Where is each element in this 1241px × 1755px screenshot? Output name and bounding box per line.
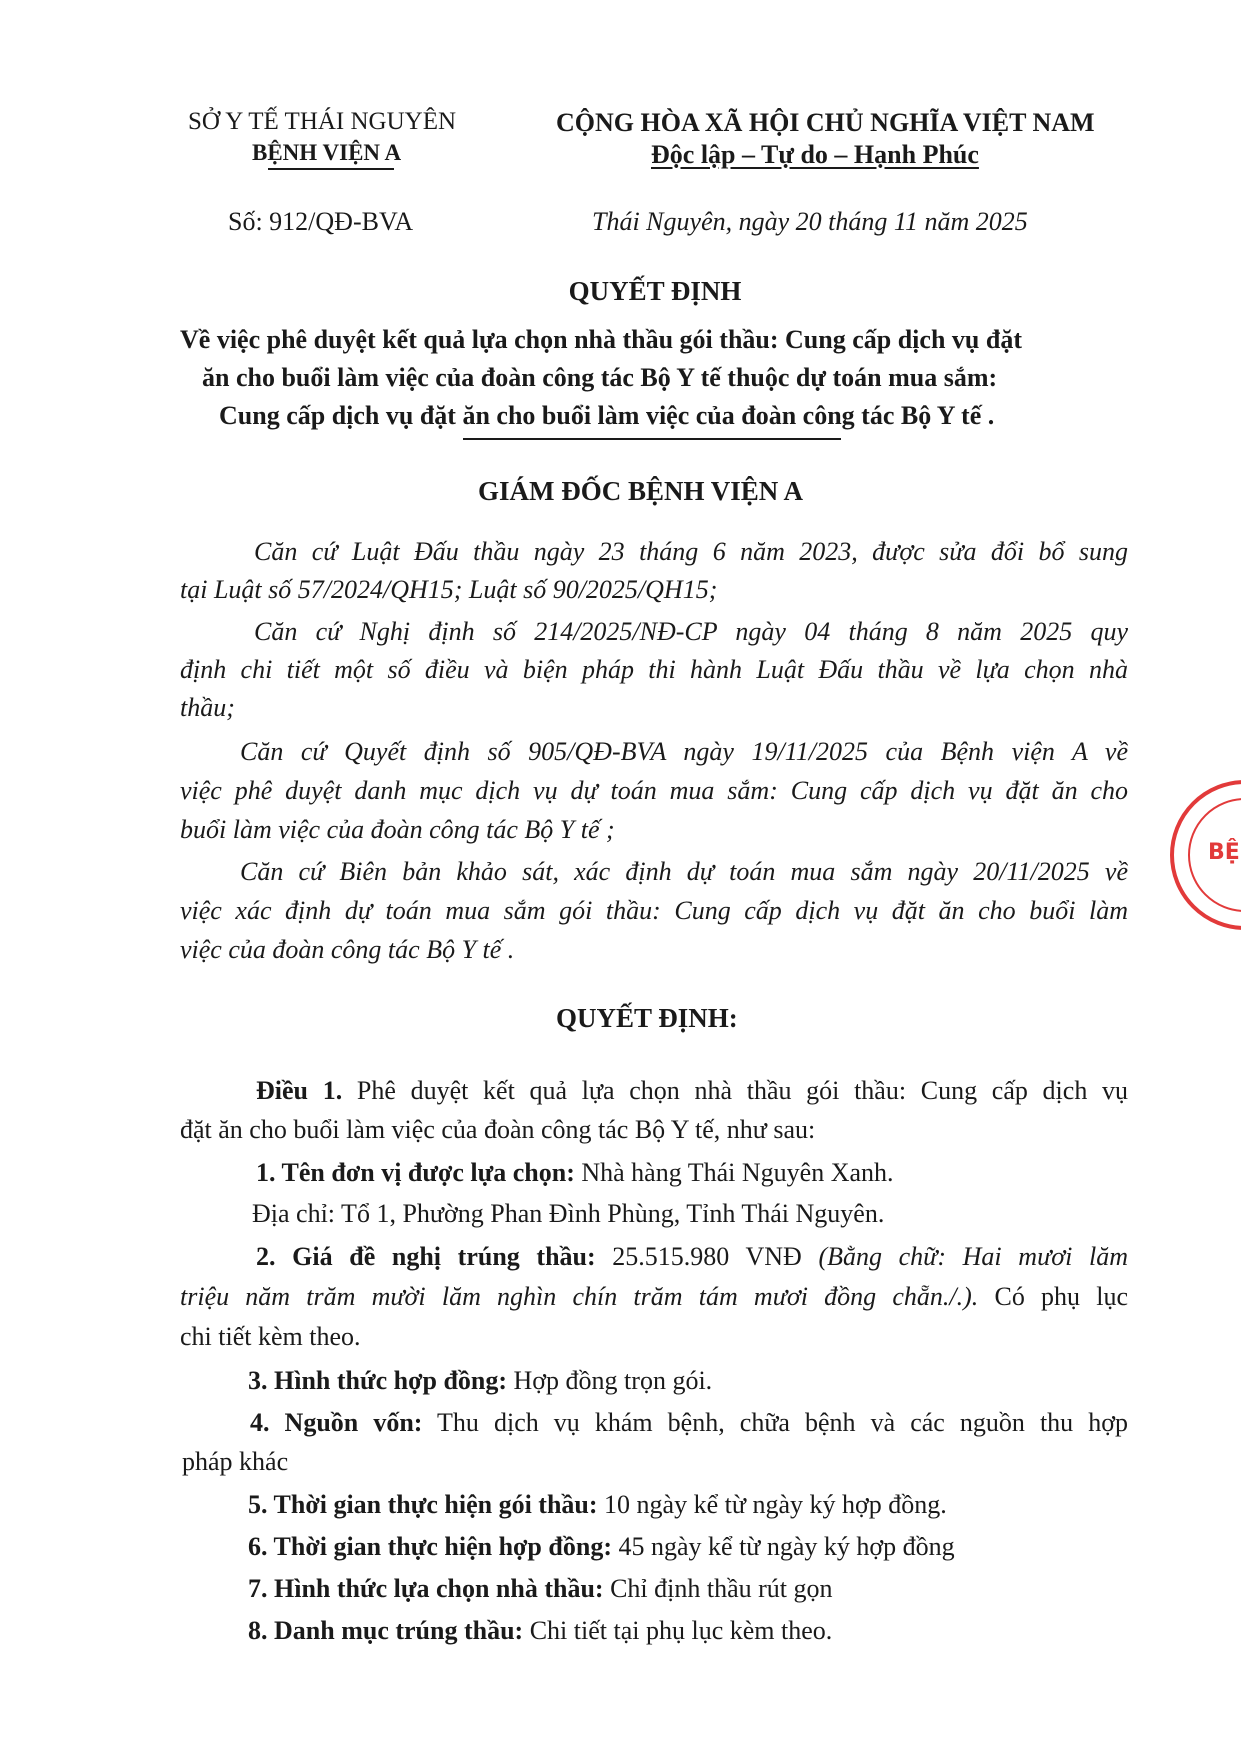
basis-2-line-2: định chi tiết một số điều và biện pháp thi hành Luật Đấu thầu về lựa chọn nhà (180, 655, 1128, 684)
subject-line-3: Cung cấp dịch vụ đặt ăn cho buổi làm việc của đoàn công tác Bộ Y tế . (219, 401, 995, 430)
subject-line-1: Về việc phê duyệt kết quả lựa chọn nhà thầu gói thầu: Cung cấp dịch vụ đặt (180, 325, 1022, 354)
basis-4-line-2: việc xác định dự toán mua sắm gói thầu: Cung cấp dịch vụ đặt ăn cho buổi làm (180, 896, 1128, 925)
item-1 (256, 1158, 894, 1188)
authority-title: GIÁM ĐỐC BỆNH VIỆN A (478, 476, 804, 506)
item-8-label: 8. Danh mục trúng thầu: (248, 1616, 524, 1645)
article-1-line-2: đặt ăn cho buổi làm việc của đoàn công tác Bộ Y tế, như sau: (180, 1115, 816, 1144)
item-1-address: Địa chỉ: Tổ 1, Phường Phan Đình Phùng, Tỉnh Thái Nguyên. (252, 1199, 885, 1228)
item-5-label: 5. Thời gian thực hiện gói thầu: (248, 1490, 598, 1519)
agency-name: SỞ Y TẾ THÁI NGUYÊN (188, 108, 457, 135)
place-date: Thái Nguyên, ngày 20 tháng 11 năm 2025 (592, 207, 1028, 236)
item-2-line-3: chi tiết kèm theo. (180, 1322, 361, 1351)
item-6-value: 45 ngày kể từ ngày ký hợp đồng (611, 1532, 955, 1561)
item-3-label: 3. Hình thức hợp đồng: (248, 1366, 508, 1395)
item-7-value: Chỉ định thầu rút gọn (603, 1574, 833, 1603)
basis-2-line-3: thầu; (180, 693, 235, 722)
item-6 (248, 1532, 955, 1562)
decision-heading: QUYẾT ĐỊNH (568, 276, 742, 306)
basis-3-line-2: việc phê duyệt danh mục dịch vụ dự toán mua sắm: Cung cấp dịch vụ đặt ăn cho (180, 776, 1128, 805)
article-1-line-1 (256, 1076, 1128, 1106)
item-4-value: Thu dịch vụ khám bệnh, chữa bệnh và các nguồn thu hợp (422, 1408, 1128, 1437)
item-3 (248, 1366, 712, 1396)
item-5-value: 10 ngày kể từ ngày ký hợp đồng. (597, 1490, 947, 1519)
item-3-value: Hợp đồng trọn gói. (507, 1366, 713, 1395)
stamp-clip (1160, 770, 1241, 940)
item-2-tail: Có phụ lục (978, 1282, 1129, 1311)
item-2-line-2 (180, 1282, 1128, 1312)
decision-label: QUYẾT ĐỊNH: (556, 1003, 738, 1033)
basis-3-line-1: Căn cứ Quyết định số 905/QĐ-BVA ngày 19/11/2025 của Bệnh viện A về (240, 737, 1128, 766)
item-8-value: Chi tiết tại phụ lục kèm theo. (523, 1616, 833, 1645)
item-2-words-b: triệu năm trăm mười lăm nghìn chín trăm tám mươi đồng chẵn./.). (180, 1282, 979, 1311)
item-4-line-1 (250, 1408, 1128, 1438)
motto: Độc lập – Tự do – Hạnh Phúc (651, 140, 979, 169)
item-2-label: 2. Giá đề nghị trúng thầu: (256, 1242, 596, 1271)
official-stamp (1170, 780, 1241, 930)
basis-1-line-1: Căn cứ Luật Đấu thầu ngày 23 tháng 6 năm 2023, được sửa đổi bổ sung (254, 537, 1128, 566)
subject-underline (463, 438, 841, 440)
hospital-underline (268, 168, 394, 170)
item-6-label: 6. Thời gian thực hiện hợp đồng: (248, 1532, 612, 1561)
basis-4-line-3: việc của đoàn công tác Bộ Y tế . (180, 935, 515, 964)
item-4-line-2: pháp khác (182, 1447, 289, 1476)
item-1-value: Nhà hàng Thái Nguyên Xanh. (574, 1158, 894, 1187)
item-8 (248, 1616, 832, 1646)
item-1-label: 1. Tên đơn vị được lựa chọn: (256, 1158, 575, 1187)
basis-3-line-3: buổi làm việc của đoàn công tác Bộ Y tế ; (180, 815, 615, 844)
basis-2-line-1: Căn cứ Nghị định số 214/2025/NĐ-CP ngày 04 tháng 8 năm 2025 quy (254, 617, 1128, 646)
item-7 (248, 1574, 833, 1604)
document-number: Số: 912/QĐ-BVA (228, 207, 414, 236)
item-4-label: 4. Nguồn vốn: (250, 1408, 423, 1437)
item-5 (248, 1490, 947, 1520)
item-2-line-1 (256, 1242, 1128, 1272)
hospital-name: BỆNH VIỆN A (252, 140, 402, 165)
subject-line-2: ăn cho buổi làm việc của đoàn công tác Bộ Y tế thuộc dự toán mua sắm: (202, 363, 998, 392)
basis-4-line-1: Căn cứ Biên bản khảo sát, xác định dự toán mua sắm ngày 20/11/2025 về (240, 857, 1128, 886)
nation-title: CỘNG HÒA XÃ HỘI CHỦ NGHĨA VIỆT NAM (556, 108, 1095, 137)
basis-1-line-2: tại Luật số 57/2024/QH15; Luật số 90/2025/QH15; (180, 575, 718, 604)
item-2-words-a: (Bằng chữ: Hai mươi lăm (818, 1242, 1128, 1271)
item-2-value: 25.515.980 VNĐ (595, 1242, 819, 1271)
article-1-text: Phê duyệt kết quả lựa chọn nhà thầu gói thầu: Cung cấp dịch vụ (342, 1076, 1129, 1105)
item-7-label: 7. Hình thức lựa chọn nhà thầu: (248, 1574, 604, 1603)
stamp-text: BỆ (1208, 840, 1240, 865)
article-1-label: Điều 1. (256, 1076, 343, 1105)
